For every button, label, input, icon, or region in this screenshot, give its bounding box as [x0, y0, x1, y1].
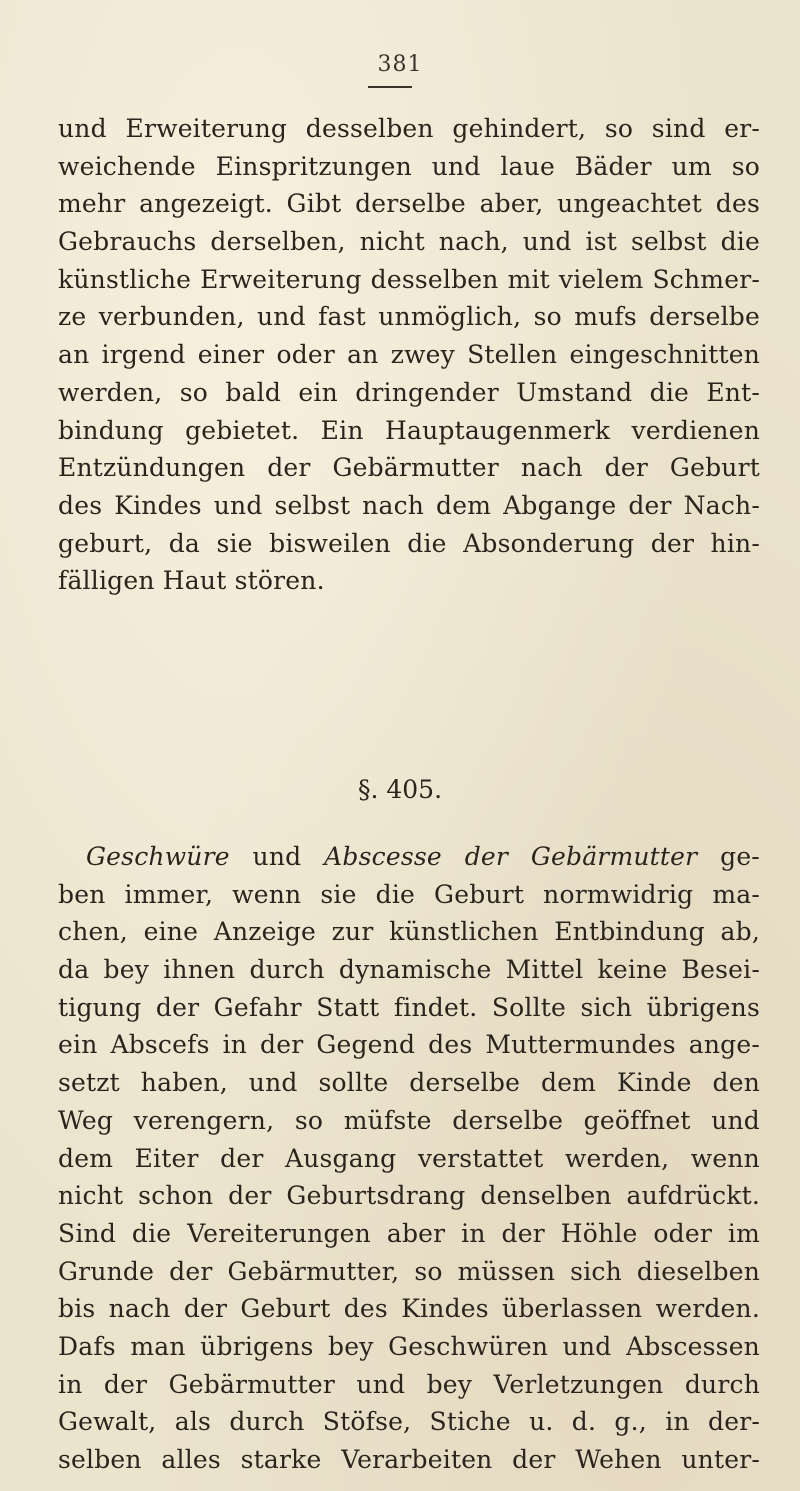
text-line: in der Gebärmutter und bey Verletzungen durch: [58, 1369, 760, 1399]
text-line: an irgend einer oder an zwey Stellen eingeschnitten: [58, 340, 760, 370]
text-line: Gewalt, als durch Stöfse, Stiche u. d. g., in der-: [58, 1407, 760, 1437]
term-geschwuere: Geschwüre: [86, 842, 230, 871]
text-line-first: [58, 838, 760, 876]
conjunction: und: [252, 842, 302, 871]
text-line: da bey ihnen durch dynamische Mittel keine Besei-: [58, 955, 760, 985]
text-line: ben immer, wenn sie die Geburt normwidrig ma-: [58, 879, 760, 909]
page-number: 381: [377, 52, 423, 77]
text-line: Dafs man übrigens bey Geschwüren und Abscessen: [58, 1331, 760, 1361]
text-line: tigung der Gefahr Statt findet. Sollte sich übrigens: [58, 992, 760, 1022]
text-line: dem Eiter der Ausgang verstattet werden, wenn: [58, 1143, 760, 1173]
text-line: chen, eine Anzeige zur künstlichen Entbindung ab,: [58, 917, 760, 947]
text-line-last: fälligen Haut stören.: [58, 566, 325, 596]
text-line: und Erweiterung desselben gehindert, so sind er-: [58, 114, 760, 143]
text-line: künstliche Erweiterung desselben mit vielem Schmer-: [58, 264, 760, 294]
text-line: selben alles starke Verarbeiten der Wehen unter-: [58, 1445, 760, 1474]
paragraph-2: [58, 838, 760, 1479]
text-line: ze verbunden, und fast unmöglich, so mufs derselbe: [58, 302, 760, 332]
text-line: weichende Einspritzungen und laue Bäder um so: [58, 151, 760, 181]
line-rest: ge-: [720, 842, 760, 871]
text-line: Sind die Vereiterungen aber in der Höhle oder im: [58, 1218, 760, 1248]
paragraph-1: [58, 110, 760, 600]
text-line: mehr angezeigt. Gibt derselbe aber, ungeachtet des: [58, 189, 760, 219]
page-number-underline: [368, 86, 412, 88]
text-line: setzt haben, und sollte derselbe dem Kinde den: [58, 1068, 760, 1098]
term-abscesse: Abscesse der Gebärmutter: [324, 842, 698, 871]
text-line: Gebrauchs derselben, nicht nach, und ist selbst die: [58, 227, 760, 257]
text-line: Entzündungen der Gebärmutter nach der Geburt: [58, 453, 760, 483]
section-heading: §. 405.: [357, 775, 443, 804]
text-line: Grunde der Gebärmutter, so müssen sich dieselben: [58, 1256, 760, 1286]
text-line: geburt, da sie bisweilen die Absonderung der hin-: [58, 528, 760, 558]
text-line: werden, so bald ein dringender Umstand die Ent-: [58, 377, 760, 407]
text-line: ein Abscefs in der Gegend des Muttermundes ange-: [58, 1030, 760, 1060]
text-line: bis nach der Geburt des Kindes überlassen werden.: [58, 1294, 760, 1324]
text-line: Weg verengern, so müfste derselbe geöffnet und: [58, 1105, 760, 1135]
text-line: des Kindes und selbst nach dem Abgange der Nach-: [58, 490, 760, 520]
text-line: nicht schon der Geburtsdrang denselben aufdrückt.: [58, 1181, 760, 1211]
text-line: bindung gebietet. Ein Hauptaugenmerk verdienen: [58, 415, 760, 445]
